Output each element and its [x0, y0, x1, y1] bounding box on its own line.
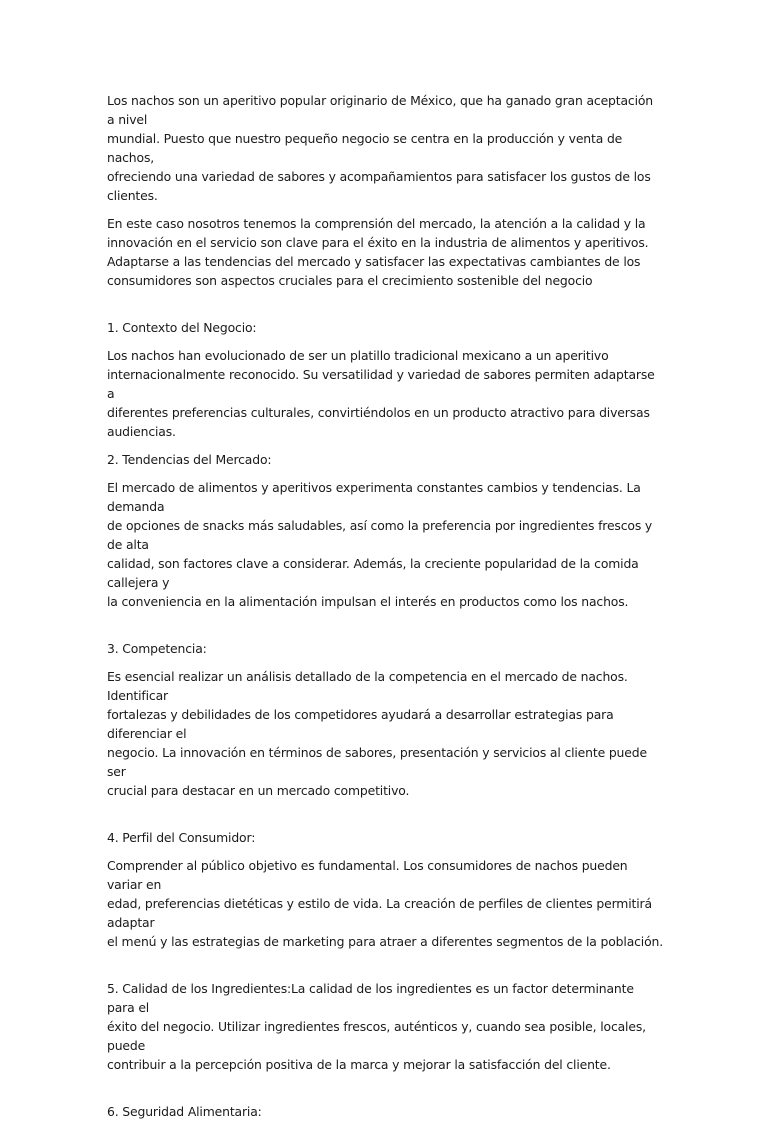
intro-paragraph: Los nachos son un aperitivo popular originario de México, que ha ganado gran aceptación a nivel mundial. Puesto que nuestro pequeño negocio se centra en la producción y venta de nachos, ofreciendo una variedad de sabores y acompañamientos para satisfacer los gustos de los clientes.: [107, 93, 653, 203]
section-paragraph: Es esencial realizar un análisis detallado de la competencia en el mercado de nachos. Identificar fortalezas y debilidades de los competidores ayudará a desarrollar estrategias para diferenciar el negocio. La innovación en términos de sabores, presentación y servicios al cliente puede ser crucial para destacar en un mercado competitivo.: [107, 669, 647, 798]
section-paragraph: El mercado de alimentos y aperitivos experimenta constantes cambios y tendencias. La demanda de opciones de snacks más saludables, así como la preferencia por ingredientes frescos y de alta calidad, son factores clave a considerar. Además, la creciente popularidad de la comida callejera y la conveniencia en la alimentación impulsan el interés en productos como los nachos.: [107, 480, 653, 609]
section-heading: 3. Competencia:: [107, 641, 207, 656]
section-heading: 2. Tendencias del Mercado:: [107, 452, 272, 467]
section-heading: 1. Contexto del Negocio:: [107, 320, 257, 335]
section-heading: 4. Perfil del Consumidor:: [107, 830, 256, 845]
section-paragraph: Los nachos han evolucionado de ser un platillo tradicional mexicano a un aperitivo internacionalmente reconocido. Su versatilidad y variedad de sabores permiten adaptarse a diferentes preferencias culturales, convirtiéndolos en un producto atractivo para diversas audiencias.: [107, 348, 655, 439]
section-paragraph: 5. Calidad de los Ingredientes:La calidad de los ingredientes es un factor determinante para el éxito del negocio. Utilizar ingredientes frescos, auténticos y, cuando sea posible, locales, puede contribuir a la percepción positiva de la marca y mejorar la satisfacción del cliente.: [107, 981, 646, 1072]
section-heading: 6. Seguridad Alimentaria:: [107, 1104, 262, 1119]
document-body: [107, 91, 663, 1130]
section-paragraph: Comprender al público objetivo es fundamental. Los consumidores de nachos pueden variar en edad, preferencias dietéticas y estilo de vida. La creación de perfiles de clientes permitirá adaptar el menú y las estrategias de marketing para atraer a diferentes segmentos de la población.: [107, 858, 664, 949]
intro-paragraph: En este caso nosotros tenemos la comprensión del mercado, la atención a la calidad y la innovación en el servicio son clave para el éxito en la industria de alimentos y aperitivos. Adaptarse a las tendencias del mercado y satisfacer las expectativas cambiantes de los consumidores son aspectos cruciales para el crecimiento sostenible del negocio: [107, 216, 649, 288]
